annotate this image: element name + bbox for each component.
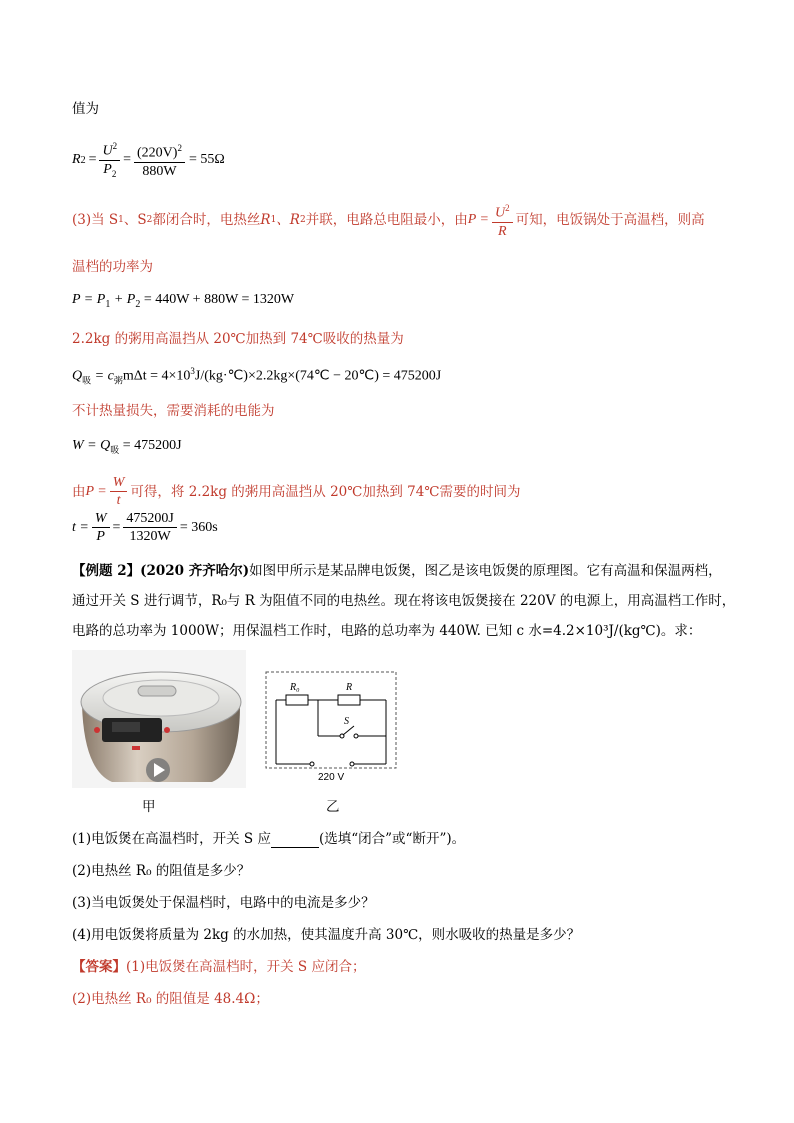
answer-1 (72, 958, 365, 976)
fraction (123, 510, 176, 545)
text: mΔt = 4×10 (122, 368, 191, 384)
sup: 2 (505, 203, 510, 213)
text: (3)当 S (72, 211, 119, 228)
sub: 2 (135, 298, 141, 310)
text: W = Q (72, 438, 111, 453)
fraction (92, 510, 110, 545)
frac-num: U (494, 205, 506, 221)
text: 、S (123, 211, 147, 228)
formula-lhs: P = (85, 483, 107, 499)
frac-den: P (103, 161, 112, 177)
circuit-svg (262, 668, 402, 784)
r-label: R (346, 682, 353, 693)
formula-lhs: P = (467, 211, 489, 227)
sub: 1 (105, 298, 111, 310)
answer-label: 【答案】 (72, 959, 126, 975)
text-line: 不计热量损失，需要消耗的电能为 (72, 403, 275, 419)
text: R (260, 211, 271, 228)
fraction (492, 200, 513, 240)
frac-den: R (497, 223, 507, 239)
text-line: 值为 (72, 101, 99, 117)
sub: 1 (270, 214, 277, 225)
example-label: 【例题 2】 (72, 563, 141, 579)
eq-result: = 360s (179, 519, 218, 535)
figure-label-right: 乙 (326, 799, 340, 815)
text: 、R (276, 211, 300, 228)
frac-den: 880W (142, 164, 177, 180)
text: 都闭合时，电热丝 (152, 211, 261, 228)
eq-sub: 2 (80, 154, 86, 166)
equation-r2: R 2 = $\frac{U^2}{P_2}$ = $\frac{(220V)^2}{880W}$ = 55Ω (72, 138, 225, 182)
frac-num: U (102, 143, 113, 159)
text: 如图甲所示是某品牌电饭煲，图乙是该电饭煲的原理图。它有高温和保温两档， (249, 563, 722, 579)
frac-num: W (110, 474, 128, 492)
text: (1)电饭煲在高温档时，开关 S 应闭合； (126, 959, 366, 975)
eq-lhs: R (72, 152, 81, 168)
r0-label: R₀ (290, 682, 300, 693)
eq-result: = 55Ω (188, 152, 225, 168)
figure-label-left: 甲 (142, 799, 156, 815)
sub: 2 (111, 168, 117, 179)
text: (选填“闭合”或“断开”)。 (318, 831, 466, 847)
question-3: (3)当电饭煲处于保温档时，电路中的电流是多少？ (72, 895, 375, 911)
text-line: 2.2kg 的粥用高温挡从 20℃加热到 74℃吸收的热量为 (72, 331, 404, 347)
equation-q (72, 366, 441, 386)
text: + P (110, 292, 136, 307)
sub: 吸 (110, 444, 120, 455)
text: 可得，将 2.2kg 的粥用高温挡从 20℃加热到 74℃需要的时间为 (130, 483, 521, 500)
paragraph-time (72, 474, 520, 509)
frac-den: P (96, 529, 105, 544)
equation-w (72, 438, 182, 456)
frac-num: (220V) (137, 146, 178, 162)
sub: 1 (118, 214, 124, 225)
text: 并联，电路总电阻最小，由 (305, 211, 468, 228)
text: = c (91, 368, 114, 384)
sup: 2 (177, 143, 182, 154)
frac-num: W (92, 510, 110, 528)
text-line: 通过开关 S 进行调节，R₀与 R 为阻值不同的电热丝。现在将该电饭煲接在 220V 的电源上，用高温档工作时， (72, 593, 736, 609)
text: 可知，电饭锅处于高温档，则高 (515, 211, 705, 228)
frac-num: 475200J (123, 510, 176, 528)
answer-2: (2)电热丝 R₀ 的阻值是 48.4Ω； (72, 991, 269, 1007)
text: J/(kg·℃)×2.2kg×(74℃ − 20℃) = 475200J (194, 368, 442, 384)
sup: 3 (190, 366, 195, 376)
text-line: 电路的总功率为 1000W；用保温档工作时，电路的总功率为 440W. 已知 c 水=4.2×10³J/(kg℃)。求： (72, 623, 702, 639)
text: Q (72, 368, 83, 384)
switch-label: S (344, 716, 349, 727)
sub: 2 (146, 214, 153, 225)
text: P = P (72, 292, 106, 307)
circuit-diagram (262, 668, 402, 784)
sub: 2 (299, 214, 306, 225)
example-heading (72, 562, 722, 580)
text: 由 (72, 483, 86, 500)
example-source: (2020 齐齐哈尔) (140, 563, 250, 579)
frac-den: t (116, 493, 121, 508)
fraction (99, 138, 120, 182)
sub: 吸 (82, 375, 92, 386)
text: t = (72, 519, 89, 535)
sup: 2 (112, 141, 118, 151)
text: = 475200J (119, 438, 182, 453)
paragraph-3 (72, 200, 705, 240)
frac-den: 1320W (129, 529, 171, 544)
answer-blank[interactable] (271, 834, 319, 848)
text-line: 温档的功率为 (72, 259, 153, 275)
sub: 粥 (113, 375, 123, 386)
text: = 440W + 880W = 1320W (140, 292, 295, 307)
fraction (134, 140, 185, 180)
text: (1)电饭煲在高温档时，开关 S 应 (72, 831, 271, 847)
rice-cooker-illustration (72, 650, 246, 788)
question-2: (2)电热丝 R₀ 的阻值是多少？ (72, 863, 251, 879)
rice-cooker-image (72, 650, 246, 788)
equation-p-total (72, 292, 294, 310)
equation-t: t = $\frac{W}{P}$ = $\frac{475200J}{1320W}$ = 360s (72, 511, 218, 544)
fraction (110, 474, 128, 509)
question-1 (72, 830, 465, 848)
question-4: (4)用电饭煲将质量为 2kg 的水加热，使其温度升高 30℃，则水吸收的热量是多少？ (72, 927, 581, 943)
voltage-label: 220 V (318, 772, 345, 783)
